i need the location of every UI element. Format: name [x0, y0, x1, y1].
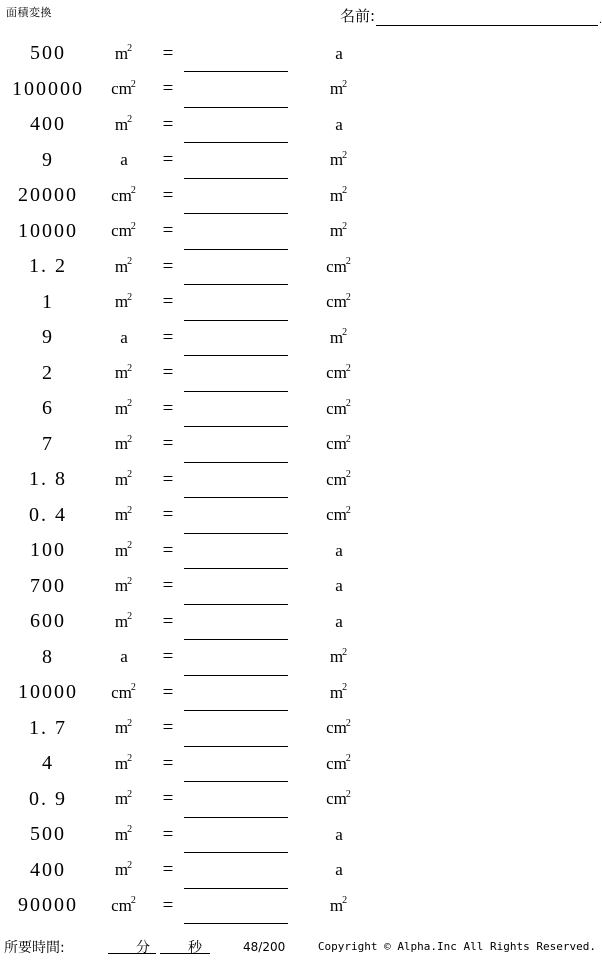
answer-input[interactable]: [184, 507, 288, 534]
answer-unit-exponent: 2: [342, 327, 348, 339]
answer-unit: [288, 328, 374, 348]
problem-unit: [96, 328, 152, 348]
answer-input[interactable]: [184, 791, 288, 818]
problem-unit-base: m: [114, 611, 129, 631]
problem-row: [0, 178, 600, 214]
equals-sign: =: [162, 362, 174, 384]
page-footer: [0, 935, 600, 961]
equals-sign: =: [162, 681, 174, 703]
answer-unit-exponent: 2: [345, 504, 351, 516]
equals-sign: =: [162, 255, 174, 277]
problem-row: [0, 285, 600, 321]
answer-unit-base: a: [335, 114, 343, 134]
answer-input[interactable]: [184, 365, 288, 392]
problem-unit: [96, 789, 152, 809]
answer-unit-exponent: 2: [342, 149, 348, 161]
problem-row: [0, 462, 600, 498]
answer-unit-base: m: [329, 895, 344, 915]
problem-unit: [96, 363, 152, 383]
problem-unit-base: m: [114, 469, 129, 489]
equals-sign: =: [162, 78, 174, 100]
problem-row: [0, 782, 600, 818]
problem-unit-exponent: 2: [127, 753, 133, 765]
equals-sign: =: [162, 823, 174, 845]
equals-sign: =: [162, 149, 174, 171]
answer-unit-exponent: 2: [345, 398, 351, 410]
answer-unit-base: m: [329, 185, 344, 205]
problem-unit-exponent: 2: [127, 362, 133, 374]
problem-unit-exponent: 2: [127, 256, 133, 268]
problem-value: 1: [42, 290, 54, 313]
answer-unit: [288, 292, 374, 312]
answer-input[interactable]: [184, 400, 288, 427]
problem-row: [0, 498, 600, 534]
answer-unit-base: a: [335, 43, 343, 63]
problem-value: 0. 9: [29, 787, 67, 810]
equals-sign: =: [162, 184, 174, 206]
problem-unit-base: cm: [111, 221, 132, 241]
problem-unit-exponent: 2: [127, 540, 133, 552]
answer-unit-exponent: 2: [345, 433, 351, 445]
equals-sign: =: [162, 610, 174, 632]
answer-input[interactable]: [184, 116, 288, 143]
problem-row: [0, 214, 600, 250]
problem-row: [0, 675, 600, 711]
answer-input[interactable]: [184, 578, 288, 605]
problem-unit-base: a: [120, 327, 128, 347]
answer-unit: [288, 576, 374, 596]
problem-unit-exponent: 2: [127, 291, 133, 303]
answer-unit-exponent: 2: [345, 717, 351, 729]
problem-unit: [96, 541, 152, 561]
problem-unit-base: a: [120, 150, 128, 170]
answer-unit: [288, 434, 374, 454]
answer-input[interactable]: [184, 187, 288, 214]
problem-list: [0, 36, 600, 924]
problem-unit: [96, 576, 152, 596]
problem-row: [0, 853, 600, 889]
answer-unit-exponent: 2: [345, 291, 351, 303]
problem-row: [0, 427, 600, 463]
problem-value: 1. 8: [29, 468, 67, 491]
problem-unit-exponent: 2: [127, 433, 133, 445]
answer-unit-base: cm: [326, 469, 347, 489]
problem-unit-base: m: [114, 256, 129, 276]
problem-unit-base: m: [114, 505, 129, 525]
problem-value: 400: [30, 858, 66, 881]
problem-unit: [96, 647, 152, 667]
answer-input[interactable]: [184, 81, 288, 108]
problem-unit-base: m: [114, 860, 129, 880]
problem-unit: [96, 150, 152, 170]
equals-sign: =: [162, 717, 174, 739]
answer-unit-exponent: 2: [342, 895, 348, 907]
equals-sign: =: [162, 397, 174, 419]
problem-unit-base: cm: [111, 185, 132, 205]
page-title: 面積変換: [6, 6, 52, 19]
problem-value: 7: [42, 432, 54, 455]
problem-value: 600: [30, 610, 66, 633]
answer-unit-base: m: [329, 79, 344, 99]
problem-value: 500: [30, 823, 66, 846]
problem-row: [0, 107, 600, 143]
name-input[interactable]: [376, 8, 598, 26]
equals-sign: =: [162, 752, 174, 774]
problem-unit: [96, 505, 152, 525]
page-count: 48/200: [243, 940, 286, 954]
answer-input[interactable]: [184, 152, 288, 179]
answer-input[interactable]: [184, 223, 288, 250]
answer-unit: [288, 44, 374, 64]
answer-unit-exponent: 2: [345, 469, 351, 481]
answer-input[interactable]: [184, 613, 288, 640]
answer-unit-base: a: [335, 540, 343, 560]
answer-unit-exponent: 2: [342, 682, 348, 694]
problem-unit-base: cm: [111, 682, 132, 702]
problem-unit: [96, 896, 152, 916]
problem-unit: [96, 79, 152, 99]
problem-value: 400: [30, 113, 66, 136]
answer-unit: [288, 612, 374, 632]
answer-unit-exponent: 2: [342, 78, 348, 90]
answer-unit: [288, 789, 374, 809]
problem-unit-base: m: [114, 114, 129, 134]
problem-unit: [96, 434, 152, 454]
answer-input[interactable]: [184, 258, 288, 285]
answer-unit-base: m: [329, 682, 344, 702]
problem-row: [0, 604, 600, 640]
problem-row: [0, 888, 600, 924]
problem-unit-exponent: 2: [127, 114, 133, 126]
answer-unit: [288, 186, 374, 206]
answer-unit-base: cm: [326, 363, 347, 383]
problem-unit-exponent: 2: [127, 469, 133, 481]
answer-unit-base: a: [335, 860, 343, 880]
answer-input[interactable]: [184, 329, 288, 356]
problem-value: 100000: [12, 77, 84, 100]
answer-input[interactable]: [184, 649, 288, 676]
answer-input[interactable]: [184, 897, 288, 924]
problem-unit: [96, 257, 152, 277]
equals-sign: =: [162, 646, 174, 668]
answer-unit-exponent: 2: [345, 753, 351, 765]
problem-value: 10000: [18, 219, 78, 242]
answer-unit-base: cm: [326, 256, 347, 276]
name-trailing-dot: .: [599, 14, 602, 26]
name-field-group: [340, 5, 602, 26]
answer-unit: [288, 470, 374, 490]
problem-row: [0, 36, 600, 72]
problem-unit: [96, 612, 152, 632]
answer-unit-base: cm: [326, 292, 347, 312]
answer-unit-base: a: [335, 611, 343, 631]
problem-value: 1. 2: [29, 255, 67, 278]
problem-unit-exponent: 2: [127, 575, 133, 587]
problem-value: 1. 7: [29, 716, 67, 739]
problem-value: 10000: [18, 681, 78, 704]
problem-unit: [96, 115, 152, 135]
answer-unit-exponent: 2: [345, 362, 351, 374]
problem-unit-base: m: [114, 398, 129, 418]
problem-unit: [96, 292, 152, 312]
problem-unit-exponent: 2: [127, 398, 133, 410]
answer-unit: [288, 150, 374, 170]
answer-unit-exponent: 2: [342, 220, 348, 232]
answer-unit: [288, 860, 374, 880]
equals-sign: =: [162, 220, 174, 242]
equals-sign: =: [162, 291, 174, 313]
problem-value: 20000: [18, 184, 78, 207]
problem-unit-exponent: 2: [130, 78, 136, 90]
answer-unit-base: cm: [326, 789, 347, 809]
problem-unit-exponent: 2: [127, 717, 133, 729]
problem-value: 100: [30, 539, 66, 562]
equals-sign: =: [162, 504, 174, 526]
problem-row: [0, 72, 600, 108]
problem-unit-exponent: 2: [127, 788, 133, 800]
problem-unit: [96, 399, 152, 419]
equals-sign: =: [162, 113, 174, 135]
problem-value: 0. 4: [29, 503, 67, 526]
problem-row: [0, 391, 600, 427]
answer-unit-base: a: [335, 576, 343, 596]
answer-unit-base: cm: [326, 718, 347, 738]
answer-unit: [288, 683, 374, 703]
problem-row: [0, 143, 600, 179]
problem-row: [0, 640, 600, 676]
problem-unit-base: m: [114, 576, 129, 596]
equals-sign: =: [162, 326, 174, 348]
problem-row: [0, 817, 600, 853]
answer-unit-exponent: 2: [342, 646, 348, 658]
answer-input[interactable]: [184, 294, 288, 321]
answer-unit-base: cm: [326, 505, 347, 525]
problem-value: 2: [42, 361, 54, 384]
time-required-label: 所要時間:: [4, 940, 65, 956]
problem-unit-base: m: [114, 43, 129, 63]
problem-value: 90000: [18, 894, 78, 917]
problem-unit-exponent: 2: [127, 859, 133, 871]
problem-unit-base: m: [114, 434, 129, 454]
problem-unit-exponent: 2: [127, 43, 133, 55]
problem-unit-base: a: [120, 647, 128, 667]
answer-input[interactable]: [184, 542, 288, 569]
problem-row: [0, 711, 600, 747]
equals-sign: =: [162, 539, 174, 561]
problem-unit-exponent: 2: [130, 895, 136, 907]
problem-unit: [96, 825, 152, 845]
problem-value: 4: [42, 752, 54, 775]
time-seconds-input[interactable]: [160, 953, 210, 954]
answer-unit: [288, 754, 374, 774]
time-seconds-unit: 秒: [188, 940, 202, 956]
problem-unit: [96, 718, 152, 738]
problem-unit-base: m: [114, 540, 129, 560]
answer-unit-exponent: 2: [345, 256, 351, 268]
problem-unit-base: m: [114, 789, 129, 809]
problem-row: [0, 533, 600, 569]
answer-unit: [288, 115, 374, 135]
equals-sign: =: [162, 468, 174, 490]
equals-sign: =: [162, 788, 174, 810]
answer-unit-base: cm: [326, 434, 347, 454]
problem-unit: [96, 683, 152, 703]
name-label: 名前:: [340, 7, 376, 25]
problem-unit-base: cm: [111, 895, 132, 915]
time-minutes-unit: 分: [136, 940, 150, 956]
problem-row: [0, 569, 600, 605]
problem-unit: [96, 470, 152, 490]
answer-unit: [288, 541, 374, 561]
problem-row: [0, 249, 600, 285]
problem-row: [0, 320, 600, 356]
problem-unit: [96, 44, 152, 64]
problem-row: [0, 356, 600, 392]
problem-unit-base: m: [114, 363, 129, 383]
problem-unit: [96, 754, 152, 774]
answer-input[interactable]: [184, 471, 288, 498]
problem-unit-base: cm: [111, 79, 132, 99]
problem-value: 500: [30, 42, 66, 65]
problem-unit-exponent: 2: [130, 185, 136, 197]
answer-unit: [288, 79, 374, 99]
problem-unit: [96, 860, 152, 880]
answer-unit-base: m: [329, 647, 344, 667]
equals-sign: =: [162, 575, 174, 597]
problem-unit-exponent: 2: [130, 220, 136, 232]
equals-sign: =: [162, 894, 174, 916]
answer-unit-exponent: 2: [342, 185, 348, 197]
page-header: [0, 0, 600, 30]
problem-unit-base: m: [114, 292, 129, 312]
answer-unit: [288, 505, 374, 525]
answer-unit-base: m: [329, 221, 344, 241]
answer-input[interactable]: [184, 862, 288, 889]
answer-unit: [288, 257, 374, 277]
problem-unit-exponent: 2: [127, 504, 133, 516]
problem-unit-exponent: 2: [127, 611, 133, 623]
problem-unit-base: m: [114, 824, 129, 844]
problem-value: 6: [42, 397, 54, 420]
answer-unit-base: cm: [326, 753, 347, 773]
answer-unit-exponent: 2: [345, 788, 351, 800]
copyright-notice: Copyright © Alpha.Inc All Rights Reserved.: [317, 940, 596, 953]
answer-unit-base: cm: [326, 398, 347, 418]
answer-unit-base: m: [329, 150, 344, 170]
answer-unit: [288, 363, 374, 383]
problem-unit-base: m: [114, 718, 129, 738]
answer-unit: [288, 718, 374, 738]
problem-value: 9: [42, 326, 54, 349]
problem-unit-exponent: 2: [127, 824, 133, 836]
problem-unit-base: m: [114, 753, 129, 773]
answer-input[interactable]: [184, 826, 288, 853]
answer-unit-base: a: [335, 824, 343, 844]
equals-sign: =: [162, 859, 174, 881]
equals-sign: =: [162, 42, 174, 64]
answer-input[interactable]: [184, 720, 288, 747]
problem-value: 8: [42, 645, 54, 668]
answer-unit: [288, 221, 374, 241]
problem-value: 9: [42, 148, 54, 171]
answer-input[interactable]: [184, 755, 288, 782]
answer-input[interactable]: [184, 684, 288, 711]
answer-unit: [288, 825, 374, 845]
answer-unit: [288, 896, 374, 916]
answer-input[interactable]: [184, 436, 288, 463]
problem-unit: [96, 186, 152, 206]
answer-unit: [288, 647, 374, 667]
equals-sign: =: [162, 433, 174, 455]
problem-unit-exponent: 2: [130, 682, 136, 694]
answer-unit-base: m: [329, 327, 344, 347]
answer-input[interactable]: [184, 45, 288, 72]
problem-unit: [96, 221, 152, 241]
problem-row: [0, 746, 600, 782]
problem-value: 700: [30, 574, 66, 597]
answer-unit: [288, 399, 374, 419]
